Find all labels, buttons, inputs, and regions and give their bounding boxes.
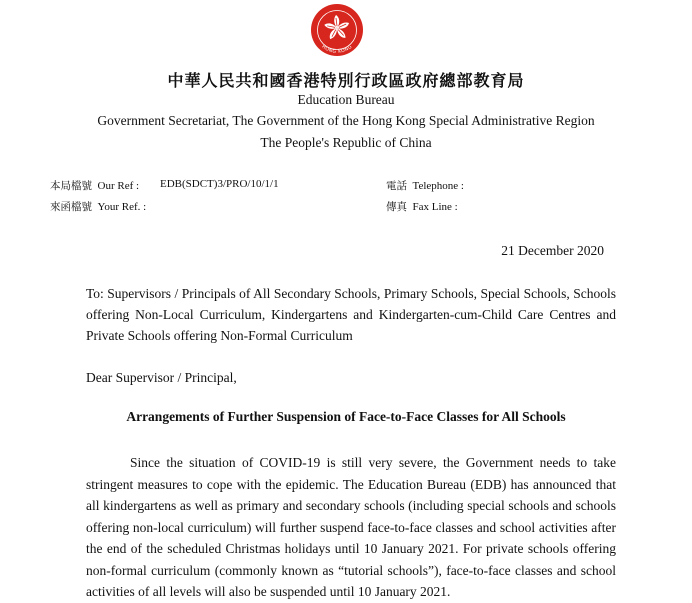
svg-text:HONG KONG: HONG KONG xyxy=(320,44,354,55)
letter-salutation: Dear Supervisor / Principal, xyxy=(86,370,237,385)
telephone-label-en: Telephone : xyxy=(412,180,464,192)
fax-label xyxy=(386,199,458,214)
our-ref-value: EDB(SDCT)3/PRO/10/1/1 xyxy=(160,178,279,190)
bauhinia-emblem-icon xyxy=(306,2,368,60)
telephone-label-zh: 電話 xyxy=(386,180,407,192)
your-ref-label xyxy=(50,199,146,214)
hksar-emblem xyxy=(306,2,368,60)
country-name: The People's Republic of China xyxy=(260,135,432,150)
fax-label-zh: 傳真 xyxy=(386,201,407,213)
letter-recipients: To: Supervisors / Principals of All Secondary Schools, Primary Schools, Special Schools, Schools offering Non-Local Curriculum, Kindergartens and Kindergarten-cum-Child Care Centres and Private Schools offering Non-Formal Curriculum xyxy=(86,286,616,343)
letter-paragraph-1: Since the situation of COVID-19 is still very severe, the Government needs to take stringent measures to cope with the epidemic. The Education Bureau (EDB) has announced that all kindergartens as well as primary and secondary schools (including special schools and schools offering non-local curriculum) will further suspend face-to-face classes and school activities after the end of the scheduled Christmas holidays until 10 January 2021. For private schools offering non-formal curriculum (commonly known as “tutorial schools”), face-to-face classes and school activities of all levels will also be suspended until 10 January 2021. xyxy=(86,455,616,599)
government-secretariat: Government Secretariat, The Government of the Hong Kong Special Administrative Region xyxy=(97,113,595,128)
our-ref-label-zh: 本局檔號 xyxy=(50,180,92,192)
telephone-label xyxy=(386,178,464,193)
our-ref-label xyxy=(50,178,139,193)
our-ref-label-en: Our Ref : xyxy=(97,180,140,192)
letter-subject: Arrangements of Further Suspension of Face-to-Face Classes for All Schools xyxy=(126,409,566,424)
letter-date: 21 December 2020 xyxy=(501,243,604,258)
bureau-name: Education Bureau xyxy=(297,92,395,107)
your-ref-label-zh: 來函檔號 xyxy=(50,201,92,213)
bureau-title-chinese: 中華人民共和國香港特別行政區政府總部教育局 xyxy=(167,71,525,90)
fax-label-en: Fax Line : xyxy=(412,201,458,213)
your-ref-label-en: Your Ref. : xyxy=(97,201,147,213)
